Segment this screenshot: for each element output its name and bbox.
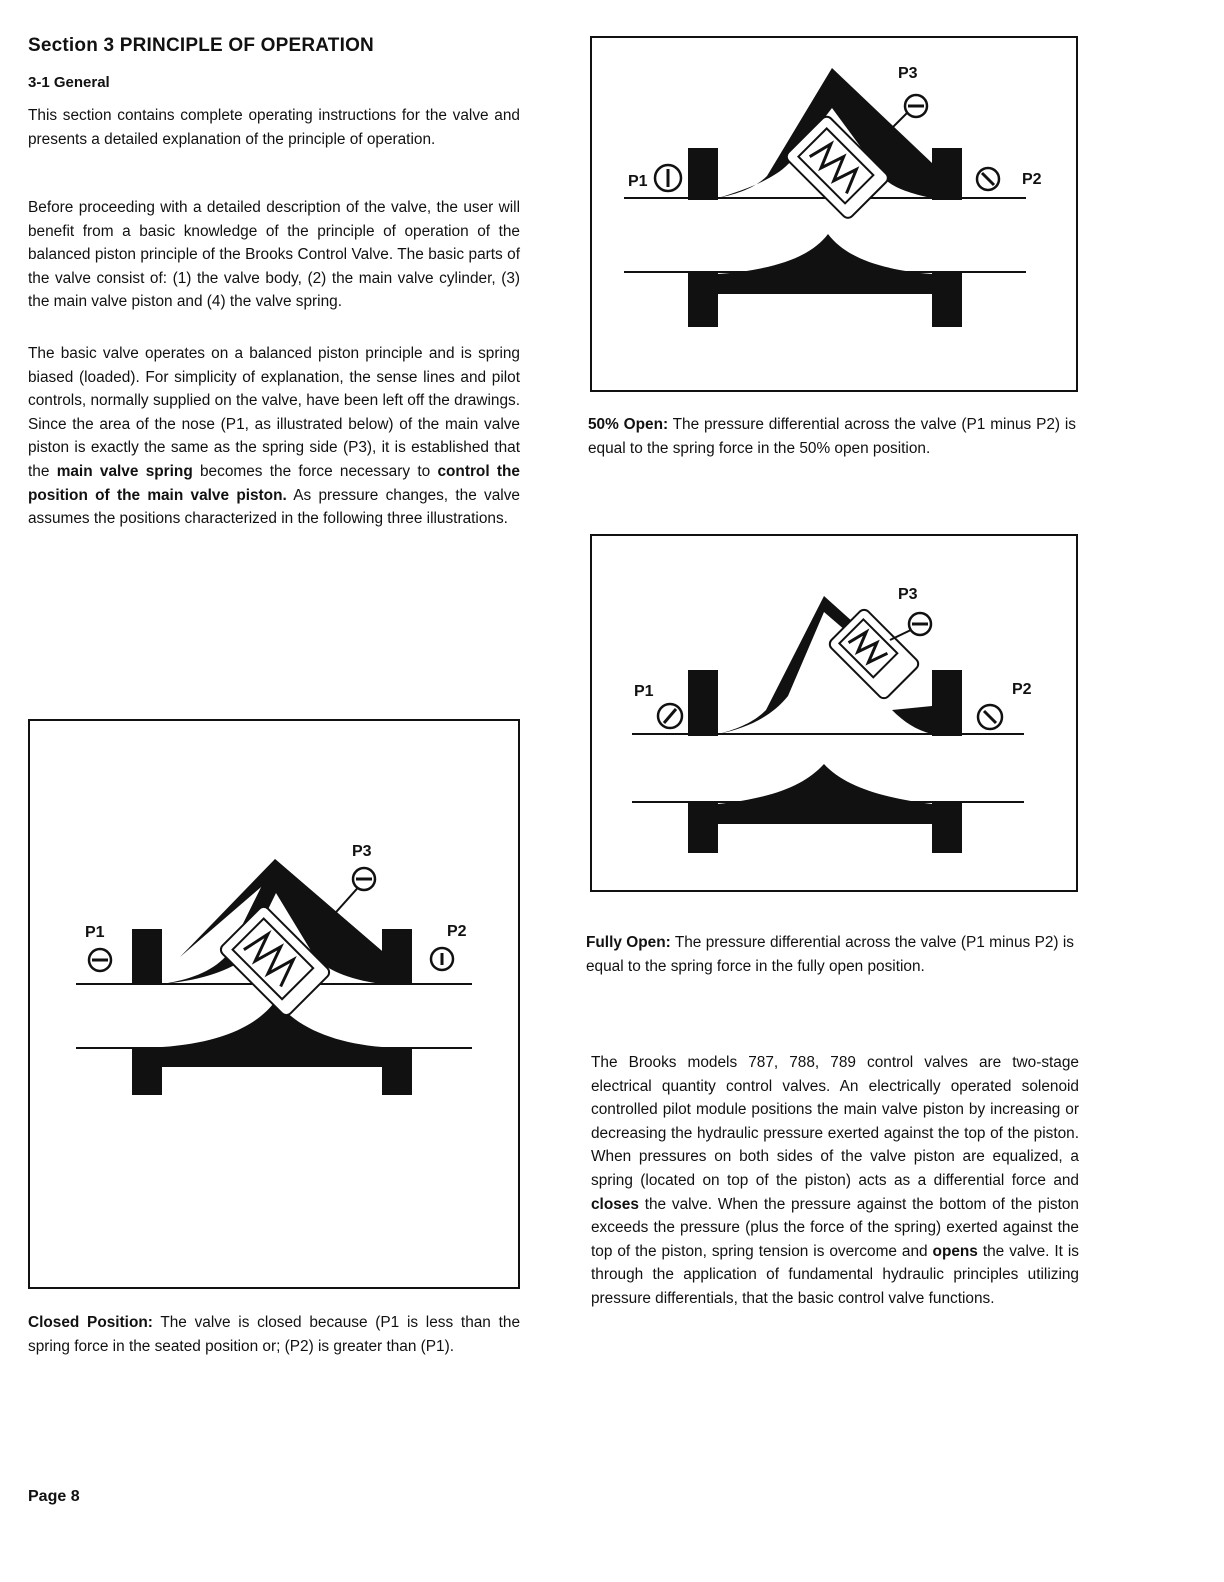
principle-paragraph: The basic valve operates on a balanced piston principle and is spring biased (loaded). For simplicity of explanation, the sense lines and pilot controls, normally supplied on the valve, have been left off the drawings. Since the area of the nose (P1, as illustrated below) of the main valve piston is exactly the same as the spring side (P3), it is established that the main valve spring becomes the force necessary to control the position of the main valve piston. As pressure changes, the valve assumes the positions characterized in the following three illustrations. (28, 345, 520, 528)
fully-open-caption: Fully Open: The pressure differential across the valve (P1 minus P2) is equal to the spring force in the fully open position. (586, 934, 1074, 975)
p2-gauge-icon (978, 705, 1002, 729)
p1-label: P1 (628, 173, 648, 190)
p3-label: P3 (898, 65, 918, 82)
intro-paragraph: This section contains complete operating instructions for the valve and presents a detailed explanation of the principle of operation. (28, 107, 520, 148)
p2-label: P2 (447, 923, 467, 940)
models-paragraph: The Brooks models 787, 788, 789 control valves are two-stage electrical quantity control valves. An electrically operated solenoid controlled pilot module positions the main valve piston by increasing or decreasing the hydraulic pressure exerted against the top of the piston. When pressures on both sides of the valve piston are equalized, a spring (located on top of the piston) acts as a differential force and closes the valve. When the pressure against the bottom of the piston exceeds the pressure (plus the force of the spring) exerted against the top of the piston, spring tension is overcome and opens the valve. It is through the application of fundamental hydraulic principles utilizing pressure differentials, that the basic control valve functions. (591, 1054, 1079, 1307)
p2-gauge-icon (431, 948, 453, 970)
closed-position-figure (28, 719, 520, 1289)
p1-gauge-icon (655, 165, 681, 191)
p1-gauge-icon (89, 949, 111, 971)
fully-open-figure (590, 534, 1078, 892)
fifty-percent-open-figure (590, 36, 1078, 392)
subheading: 3-1 General (28, 74, 110, 91)
fifty-percent-open-caption: 50% Open: The pressure differential across the valve (P1 minus P2) is equal to the spring force in the 50% open position. (588, 416, 1076, 457)
p3-gauge-icon (353, 868, 375, 890)
fully-open-valve-diagram (592, 536, 1080, 894)
section-title: Section 3 PRINCIPLE OF OPERATION (28, 35, 374, 56)
p1-label: P1 (85, 924, 105, 941)
fifty-valve-diagram (592, 38, 1080, 394)
p1-label: P1 (634, 683, 654, 700)
p2-label: P2 (1012, 681, 1032, 698)
p2-gauge-icon (977, 168, 999, 190)
page-number: Page 8 (28, 1488, 80, 1505)
closed-position-caption: Closed Position: The valve is closed because (P1 is less than the spring force in the seated position or; (P2) is greater than (P1). (28, 1314, 520, 1355)
closed-valve-diagram (30, 721, 522, 1291)
p3-label: P3 (898, 586, 918, 603)
p3-gauge-icon (909, 613, 931, 635)
p1-gauge-icon (658, 704, 682, 728)
p3-label: P3 (352, 843, 372, 860)
basic-parts-paragraph: Before proceeding with a detailed description of the valve, the user will benefit from a basic knowledge of the principle of operation of the balanced piston principle of the Brooks Control Valve. The basic parts of the valve consist of: (1) the valve body, (2) the main valve cylinder, (3) the main valve piston and (4) the valve spring. (28, 199, 520, 311)
p3-gauge-icon (905, 95, 927, 117)
p2-label: P2 (1022, 171, 1042, 188)
